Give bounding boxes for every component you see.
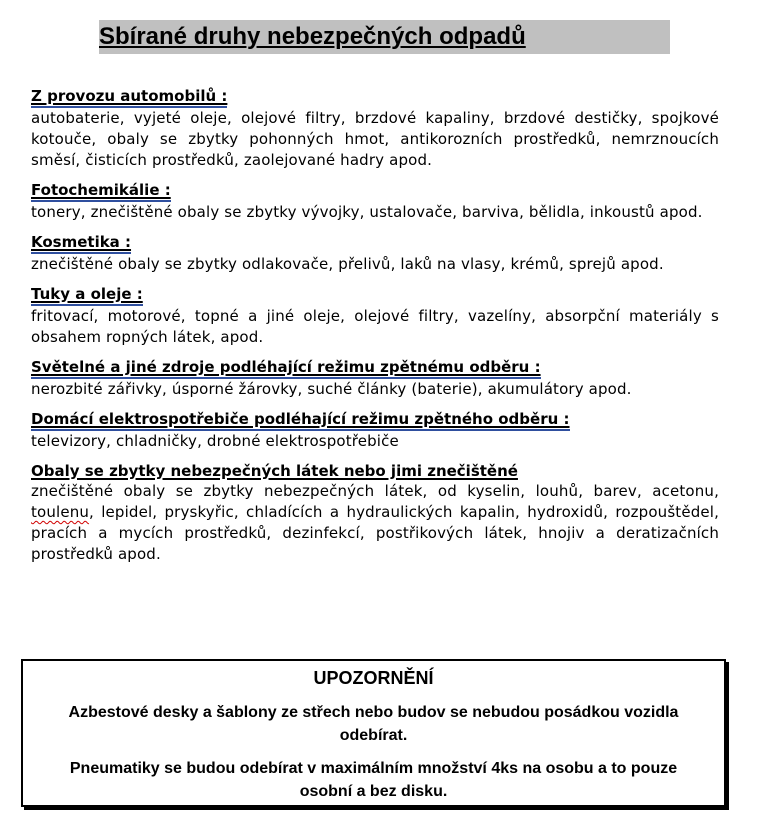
section-heading: Světelné a jiné zdroje podléhající režimu zpětnému odběru : (31, 357, 541, 379)
section-photochemicals (31, 180, 719, 223)
spellcheck-marked-word: toulenu (31, 503, 90, 521)
tires-notice: Pneumatiky se budou odebírat v maximálním množství 4ks na osobu a to pouze osobní a bez disku. (69, 760, 678, 800)
section-heading: Obaly se zbytky nebezpečných látek nebo jimi znečištěné (31, 462, 518, 480)
waste-categories (31, 86, 719, 574)
section-text: nerozbité zářivky, úsporné žárovky, suché články (baterie), akumulátory apod. (31, 380, 632, 398)
asbestos-notice: Azbestové desky a šablony ze střech nebo budov se nebudou posádkou vozidla odebírat. (68, 704, 679, 744)
section-text: fritovací, motorové, topné a jiné oleje, olejové filtry, vazelíny, absorpční materiály s obsahem ropných látek, apod. (31, 307, 719, 346)
section-heading: Kosmetika : (31, 232, 131, 254)
section-cosmetics (31, 232, 719, 275)
section-text: znečištěné obaly se zbytky odlakovače, přelivů, laků na vlasy, krémů, sprejů apod. (31, 255, 664, 273)
section-automobiles (31, 86, 719, 171)
section-text: televizory, chladničky, drobné elektrospotřebiče (31, 432, 399, 450)
section-text: tonery, znečištěné obaly se zbytky vývojky, ustalovače, barviva, bělidla, inkoustů apod. (31, 203, 703, 221)
section-text (31, 481, 719, 565)
warning-box (21, 659, 726, 807)
section-hazardous-packaging (31, 461, 719, 565)
section-heading: Z provozu automobilů : (31, 86, 227, 108)
warning-title: UPOZORNĚNÍ (313, 668, 434, 688)
section-heading: Domácí elektrospotřebiče podléhající režimu zpětného odběru : (31, 409, 570, 431)
section-heading: Tuky a oleje : (31, 284, 143, 306)
page-title: Sbírané druhy nebezpečných odpadů (99, 20, 670, 54)
text-part: , lepidel, pryskyřic, chladících a hydraulických kapalin, hydroxidů, rozpouštědel, pracích a mycích prostředků, dezinfekcí, postřikových látek, hnojiv a deratizačních prostředků apod. (31, 503, 719, 563)
section-fats-oils (31, 284, 719, 348)
section-appliances (31, 409, 719, 452)
section-heading: Fotochemikálie : (31, 180, 171, 202)
section-text: autobaterie, vyjeté oleje, olejové filtry, brzdové kapaliny, brzdové destičky, spojkové kotouče, obaly se zbytky pohonných hmot, antikorozních prostředků, nemrznoucích směsí, čisticích prostředků, zaolejované hadry apod. (31, 109, 719, 169)
text-part: znečištěné obaly se zbytky nebezpečných látek, od kyselin, louhů, barev, acetonu, (31, 482, 719, 500)
section-light-sources (31, 357, 719, 400)
